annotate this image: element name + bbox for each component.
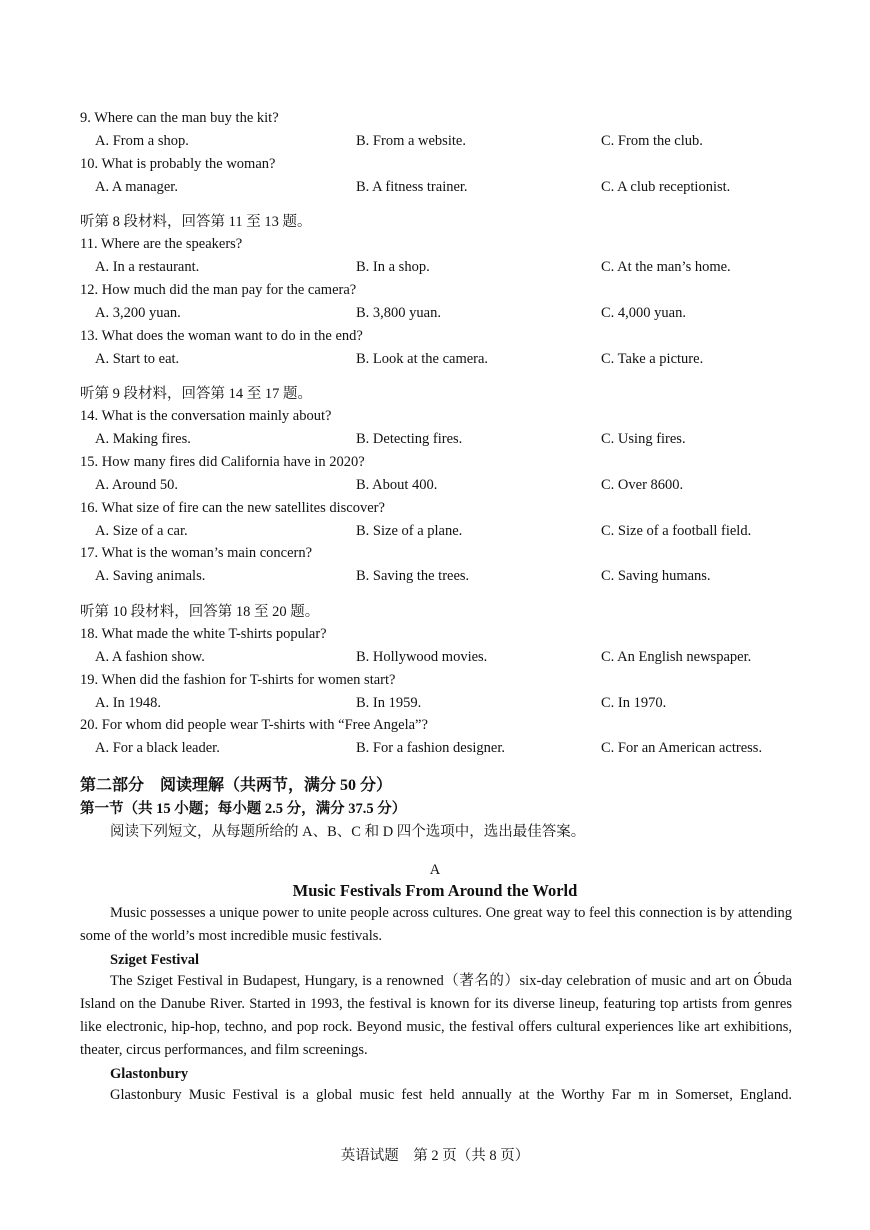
- section-8-instruction: 听第 8 段材料，回答第 11 至 13 题。: [80, 214, 312, 230]
- option-a: A. In a restaurant.: [95, 259, 200, 275]
- option-c: C. Using fires.: [601, 431, 686, 447]
- section-10-instruction: 听第 10 段材料，回答第 18 至 20 题。: [80, 604, 320, 620]
- question-16: 16. What size of fire can the new satellites discover?: [80, 500, 385, 516]
- option-c: C. A club receptionist.: [601, 179, 731, 195]
- option-a: A. Start to eat.: [95, 351, 180, 367]
- question-19: 19. When did the fashion for T-shirts for women start?: [80, 672, 396, 688]
- passage-letter: A: [429, 862, 441, 878]
- option-b: B. A fitness trainer.: [356, 179, 468, 195]
- option-a: A. Saving animals.: [95, 568, 206, 584]
- question-13: 13. What does the woman want to do in the end?: [80, 328, 363, 344]
- option-a: A. In 1948.: [95, 695, 162, 711]
- option-c: C. An English newspaper.: [601, 649, 752, 665]
- section-9-instruction: 听第 9 段材料，回答第 14 至 17 题。: [80, 386, 312, 402]
- question-14: 14. What is the conversation mainly about?: [80, 408, 332, 424]
- glastonbury-paragraph: Glastonbury Music Festival is a global music fest held annually at the Worthy Far m in Somerset, England.: [110, 1087, 792, 1103]
- option-c: C. From the club.: [601, 133, 703, 149]
- option-b: B. For a fashion designer.: [356, 740, 506, 756]
- question-15: 15. How many fires did California have in 2020?: [80, 454, 365, 470]
- option-a: A. For a black leader.: [95, 740, 220, 756]
- sziget-heading: Sziget Festival: [110, 952, 199, 968]
- option-a: A. Size of a car.: [95, 523, 188, 539]
- option-b: B. About 400.: [356, 477, 438, 493]
- option-b: B. Saving the trees.: [356, 568, 470, 584]
- option-a: A. From a shop.: [95, 133, 189, 149]
- glastonbury-heading: Glastonbury: [110, 1066, 189, 1082]
- option-c: C. For an American actress.: [601, 740, 763, 756]
- part-2-subheading: 第一节（共 15 小题；每小题 2.5 分，满分 37.5 分）: [80, 801, 407, 817]
- option-b: B. Detecting fires.: [356, 431, 463, 447]
- option-b: B. In 1959.: [356, 695, 422, 711]
- question-17: 17. What is the woman’s main concern?: [80, 545, 313, 561]
- part-2-heading: 第二部分 阅读理解（共两节，满分 50 分）: [80, 777, 393, 794]
- option-a: A. 3,200 yuan.: [95, 305, 181, 321]
- question-11: 11. Where are the speakers?: [80, 236, 243, 252]
- option-b: B. From a website.: [356, 133, 466, 149]
- option-a: A. A manager.: [95, 179, 178, 195]
- question-12: 12. How much did the man pay for the camera?: [80, 282, 357, 298]
- question-10: 10. What is probably the woman?: [80, 156, 276, 172]
- option-c: C. 4,000 yuan.: [601, 305, 686, 321]
- option-c: C. Saving humans.: [601, 568, 711, 584]
- option-b: B. In a shop.: [356, 259, 430, 275]
- option-c: C. Size of a football field.: [601, 523, 752, 539]
- page-footer: 英语试题 第 2 页（共 8 页）: [340, 1148, 530, 1164]
- option-a: A. Making fires.: [95, 431, 191, 447]
- question-9: 9. Where can the man buy the kit?: [80, 110, 279, 126]
- option-b: B. Hollywood movies.: [356, 649, 488, 665]
- intro-paragraph: Music possesses a unique power to unite people across cultures. One great way to feel this connection is by attending some of the world’s most incredible music festivals.: [80, 905, 792, 944]
- sziget-paragraph: The Sziget Festival in Budapest, Hungary, is a renowned（著名的）six-day celebration of music and art on Óbuda Island on the Danube River. Started in 1993, the festival is known for its diverse lineup, featuring top artists from genres like electronic, hip-hop, techno, and pop rock. Beyond music, the festival offers cultural experiences like art exhibitions, theater, circus performances, and film screenings.: [80, 973, 792, 1058]
- passage-title: Music Festivals From Around the World: [292, 881, 578, 900]
- option-a: A. A fashion show.: [95, 649, 205, 665]
- option-b: B. Look at the camera.: [356, 351, 489, 367]
- option-c: C. Take a picture.: [601, 351, 704, 367]
- question-20: 20. For whom did people wear T-shirts with “Free Angela”?: [80, 717, 428, 733]
- option-a: A. Around 50.: [95, 477, 178, 493]
- question-18: 18. What made the white T-shirts popular?: [80, 626, 327, 642]
- option-c: C. At the man’s home.: [601, 259, 731, 275]
- part-2-instruction: 阅读下列短文，从每题所给的 A、B、C 和 D 四个选项中，选出最佳答案。: [110, 824, 586, 840]
- option-b: B. 3,800 yuan.: [356, 305, 441, 321]
- option-c: C. In 1970.: [601, 695, 667, 711]
- option-c: C. Over 8600.: [601, 477, 684, 493]
- option-b: B. Size of a plane.: [356, 523, 463, 539]
